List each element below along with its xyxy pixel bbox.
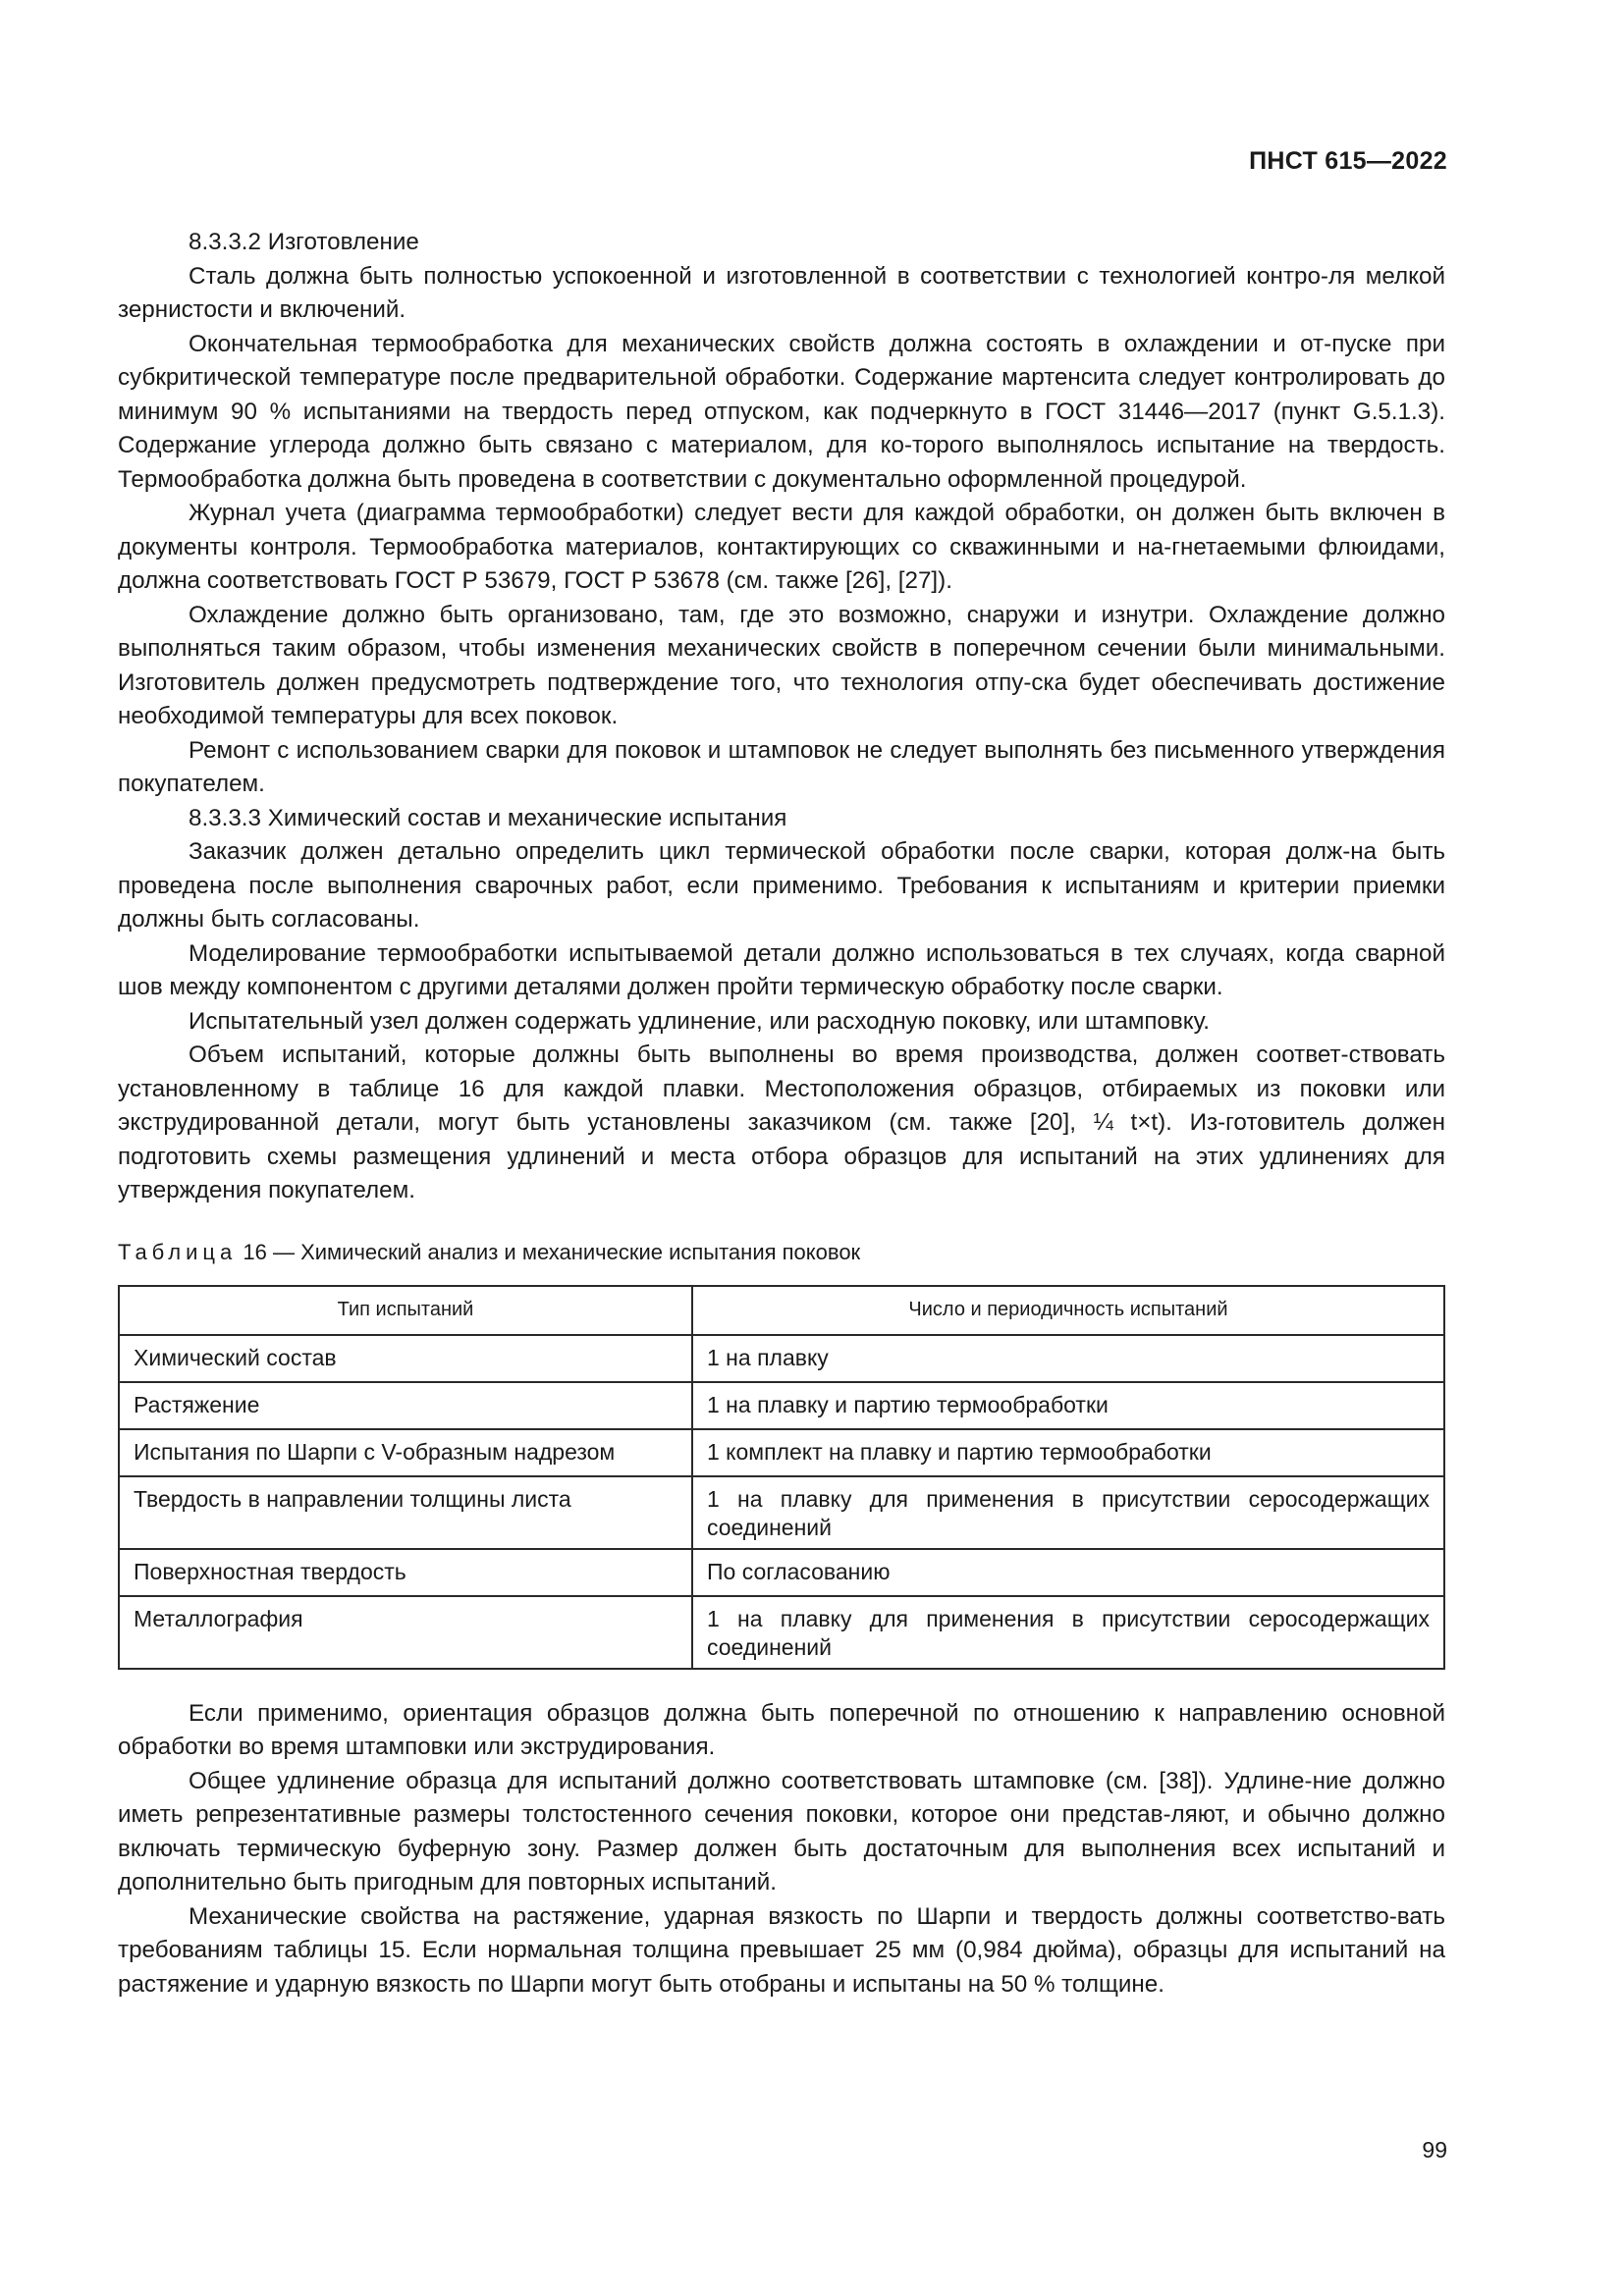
table-cell: Химический состав <box>119 1335 692 1382</box>
table-row <box>119 1335 1444 1382</box>
paragraph: Окончательная термообработка для механических свойств должна состоять в охлаждении и от-пуске при субкритической температуре после предварительной обработки. Содержание мартенсита следует контролировать до минимум 90 % испытаниями на твердость перед отпуском, как подчеркнуто в ГОСТ 31446—2017 (пункт G.5.1.3). Содержание углерода должно быть связано с материалом, для ко-торого выполнялось испытание на твердость. Термообработка должна быть проведена в соответствии с документально оформленной процедурой. <box>118 330 1445 493</box>
table-cell: Твердость в направлении толщины листа <box>119 1476 692 1549</box>
table-row <box>119 1596 1444 1669</box>
table-cell: 1 на плавку для применения в присутствии серосодержащих соединений <box>692 1596 1444 1669</box>
paragraph: Ремонт с использованием сварки для поковок и штамповок не следует выполнять без письменного утверждения покупателем. <box>118 736 1445 797</box>
paragraph: Моделирование термообработки испытываемой детали должно использоваться в тех случаях, когда сварной шов между компонентом с другими деталями должен пройти термическую обработку после сварки. <box>118 939 1445 1000</box>
paragraph: Сталь должна быть полностью успокоенной и изготовленной в соответствии с технологией контро-ля мелкой зернистости и включений. <box>118 262 1445 323</box>
table-header-row <box>119 1286 1444 1335</box>
document-id: ПНСТ 615—2022 <box>1249 147 1447 175</box>
table-row <box>119 1429 1444 1476</box>
table-cell: Поверхностная твердость <box>119 1549 692 1596</box>
paragraph: Охлаждение должно быть организовано, там, где это возможно, снаружи и изнутри. Охлаждение должно выполняться таким образом, чтобы изменения механических свойств в поперечном сечении были минимальными. Изготовитель должен предусмотреть подтверждение того, что технология отпу-ска будет обеспечивать достижение необходимой температуры для всех поковок. <box>118 601 1445 729</box>
table-caption-label: Таблица <box>118 1239 238 1264</box>
page-content <box>118 226 1445 2002</box>
table-cell: 1 на плавку и партию термообработки <box>692 1382 1444 1429</box>
paragraph: Журнал учета (диаграмма термообработки) следует вести для каждой обработки, он должен быть включен в документы контроля. Термообработка материалов, контактирующих со скважинными и на-гнетаемыми флюидами, должна соответствовать ГОСТ Р 53679, ГОСТ Р 53678 (см. также [26], [27]). <box>118 500 1445 594</box>
table-caption <box>118 1238 1445 1267</box>
table-row <box>119 1549 1444 1596</box>
table-row <box>119 1382 1444 1429</box>
table-cell: Испытания по Шарпи с V-образным надрезом <box>119 1429 692 1476</box>
table-cell: Растяжение <box>119 1382 692 1429</box>
table-cell: По согласованию <box>692 1549 1444 1596</box>
paragraph: Объем испытаний, которые должны быть выполнены во время производства, должен соответ-ствовать установленному в таблице 16 для каждой плавки. Местоположения образцов, отбираемых из поковки или экструдированной детали, могут быть установлены заказчиком (см. также [20], ¼ t×t). Из-готовитель должен подготовить схемы размещения удлинений и места отбора образцов для испытаний на этих удлинениях для утверждения покупателем. <box>118 1041 1445 1203</box>
paragraph: Механические свойства на растяжение, ударная вязкость по Шарпи и твердость должны соответство-вать требованиям таблицы 15. Если нормальная толщина превышает 25 мм (0,984 дюйма), образцы для испытаний на растяжение и ударную вязкость по Шарпи могут быть отобраны и испытаны на 50 % толщине. <box>118 1902 1445 1998</box>
page-number: 99 <box>1422 2137 1447 2163</box>
table-header-cell: Тип испытаний <box>119 1286 692 1335</box>
tests-table <box>118 1285 1445 1670</box>
paragraph: Общее удлинение образца для испытаний должно соответствовать штамповке (см. [38]). Удлине-ние должно иметь репрезентативные размеры толстостенного сечения поковки, которое они представ-ляют, и обычно должно включать термическую буферную зону. Размер должен быть достаточным для выполнения всех испытаний и дополнительно быть пригодным для повторных испытаний. <box>118 1767 1445 1896</box>
section-heading: 8.3.3.2 Изготовление <box>189 229 419 255</box>
table-cell: 1 комплект на плавку и партию термообработки <box>692 1429 1444 1476</box>
paragraph: Заказчик должен детально определить цикл термической обработки после сварки, которая долж-на быть проведена после выполнения сварочных работ, если применимо. Требования к испытаниям и критерии приемки должны быть согласованы. <box>118 838 1445 933</box>
table-cell: 1 на плавку <box>692 1335 1444 1382</box>
table-cell: Металлография <box>119 1596 692 1669</box>
table-row <box>119 1476 1444 1549</box>
section-heading: 8.3.3.3 Химический состав и механические испытания <box>189 804 787 831</box>
paragraph: Если применимо, ориентация образцов должна быть поперечной по отношению к направлению основной обработки во время штамповки или экструдирования. <box>118 1699 1445 1760</box>
table-caption-text: 16 — Химический анализ и механические испытания поковок <box>243 1239 861 1264</box>
table-cell: 1 на плавку для применения в присутствии серосодержащих соединений <box>692 1476 1444 1549</box>
paragraph: Испытательный узел должен содержать удлинение, или расходную поковку, или штамповку. <box>189 1007 1210 1035</box>
table-header-cell: Число и периодичность испытаний <box>692 1286 1444 1335</box>
